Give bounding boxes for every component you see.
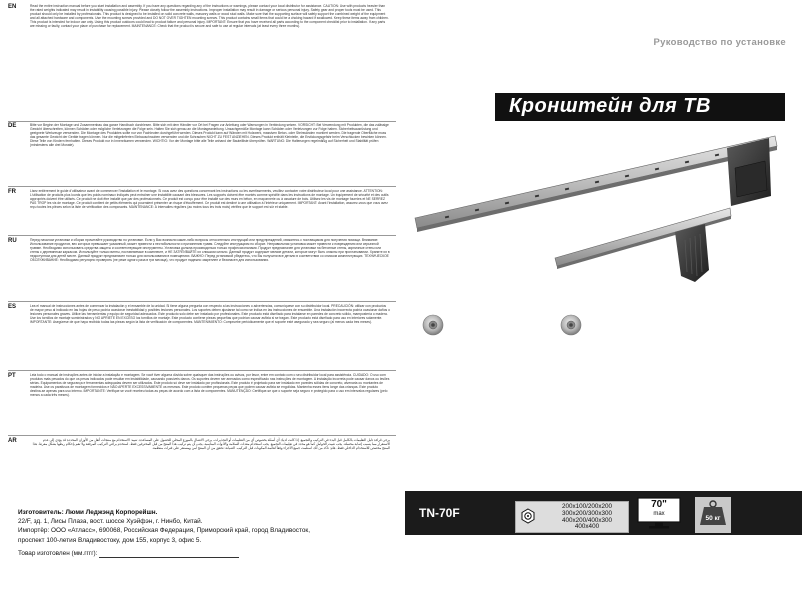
hanging-plate xyxy=(675,224,709,282)
max-screen-size-unit: max xyxy=(653,511,665,517)
vesa-item: 200x100/200x200 xyxy=(561,503,613,510)
lang-code: EN xyxy=(8,4,17,10)
bracket-illustration xyxy=(405,0,802,480)
manufacturer-info xyxy=(18,508,398,558)
lang-code: DE xyxy=(8,123,17,129)
cover-page xyxy=(405,0,802,591)
lang-code: AR xyxy=(8,438,17,444)
manufacture-date xyxy=(18,549,398,558)
lang-text: Lisez entièrement le guide d'utilisateur avant de commencer l'installation et le montage. Si vous avez des questions concernant les instructions ou les avertissements, veuillez contacter votre distributeur local pour une assistance. ATTENTION: L'utilisation de produits plus lourds que les poids nominaux indiqués peut entraîner une instabilité causant des blessures. Les supports doivent être montés comme spécifié dans les instructions de montage. Un équipement de sécurité et des outils appropriés doivent être utilisés. Ce produit ne doit être installé que par des professionnels. Ce produit est conçu pour être installé sur des murs en béton, en maçonnerie ou à ossature de bois. Utilisez les vis de montage fournies et NE SERREZ PAS TROP les vis de montage. Ce produit contient de petits éléments qui pourraient présenter un risque d'étouffement. Ce produit est destiné à une utilisation à l'intérieur uniquement. IMPORTANT: Avant l'installation, assurez-vous que vous avez reçu toutes les pièces selon la liste de vérification des composants. MAINTENANCE: À intervalles réguliers (au moins tous les trois mois) vérifiez que le support est sûr et stable. xyxy=(30,189,389,210)
vesa-item: 400x400 xyxy=(574,523,600,531)
divider xyxy=(8,301,396,302)
importer-address: проспект 100-летия Владивостоку, дом 155, корпус 3, офис 5. xyxy=(18,536,202,544)
lang-text: يرجى قراءة دليل التعليمات بالكامل قبل البدء في التركيب والتجميع. إذا كانت لديك أي أسئلة بخصوص أي من التعليمات أو التحذيرات، يرجى الاتصال بالموزع المحلي للحصول على المساعدة. تنبيه: الاستخدام مع منتجات أثقل من الأوزان المحددة قد يؤدي إلى عدم الاستقرار مما يسبب إصابة محتملة. يجب تثبيت الحوامل كما هو محدد في تعليمات التجميع. يجب استخدام معدات السلامة والأدوات المناسبة. يجب أن يتم تركيب هذا المنتج من قبل المحترفين فقط. استخدم براغي التركيب المرفقة ولا تقم بإحكام ربطها بشكل مفرط. هذا المنتج مخصص للاستخدام الداخلي فقط. هام: تأكد من أنك استلمت جميع الأجزاء وفقاً لقائمة المكونات قبل التركيب. الصيانة: تحقق من أن المنتج آمن ومستقر على فترات منتظمة. xyxy=(32,438,390,451)
lang-text: Leia todo o manual de instruções antes de iniciar a instalação e montagem. Se você tiver alguma dúvida sobre quaisquer das instruções ou avisos, por favor, entre em contato com o seu distribuidor local para assistência. CUIDADO: O uso com produtos mais pesados do que os pesos indicados pode resultar em instabilidade, causando possíveis danos. Os suportes devem ser anexados como especificado nas instruções de montagem. A instalação incorreta pode causar danos ou lesões sérias. Equipamentos de segurança e ferramentas adequadas devem ser utilizados. Este produto só deve ser instalado por profissionais. Este produto é projetado para ser instalado em paredes sólidas de concreto, alvenaria ou montantes de madeira. Use os parafusos de montagem fornecidos e NÃO APERTE EXCESSIVAMENTE os mesmos. Este produto contém pequenas peças que podem causar asfixia se engolidas. Mantenha esses itens longe das crianças. Este produto destina-se apenas para uso interno. IMPORTANTE: Verifique se você recebeu todas as peças de acordo com a lista de componentes. MANUTENÇÃO: Certifique-se que o suporte seja seguro e protegido para o uso em intervalos regulares (pelo menos a cada três meses). xyxy=(30,373,390,398)
model-number: TN-70F xyxy=(419,506,460,520)
lang-code: ES xyxy=(8,304,17,310)
lang-text: Перед началом установки и сборки прочитайте руководство по установке. Если у Вас возникли какие-либо вопросы относительно инструкций или предупреждений, свяжитесь с поставщиком для получения помощи. Внимание: Использование продуктов, вес которых превышает указанный, может привести к нестабильности и причинению травм. Следуйте инструкциям по сборке. Неправильная установка может привести к повреждению или серьезной травме. Необходимо использовать средства защиты и соответствующие инструменты. Установка должна производиться только профессионалами. Продукт предназначен для установки на бетонные стены, кирпичные стены или стены с деревянным каркасом. Используйте только винты, поставляемые в комплекте, и НЕ ЗАТЯГИВАЙТЕ их слишком сильно. Данный продукт содержит мелкие детали, которые могут быть опасны при проглатывании. Храните их в недоступном для детей месте. Данный продукт предназначен только для использования в помещениях. ВАЖНО: Перед установкой убедитесь, что Вы получили все детали в соответствии со списком комплектующих. ТЕХНИЧЕСКОЕ ОБСЛУЖИВАНИЕ: Необходимо регулярно проверять (не реже одного раза в три месяца), что продукт надежно закреплен и безопасен для использования. xyxy=(30,238,390,263)
vesa-icon xyxy=(520,508,536,524)
lang-text: Read the entire instruction manual before you start installation and assembly. If you have any questions regarding any of the instructions or warnings, please contact your local distributor for assistance. CAUTION: Use with products heavier than the rated weights indicated may result in instability causing possible injury. Please closely follow the assembly instructions. Improper installation may result in damage or serious personal injury. Safety gear and proper tools must be used. This product should only be installed by professionals. This product is designed to be installed on solid concrete walls, masonry walls or wood stud walls. Make sure that the supporting surface will safely support the combined weight of the equipment and all attached hardware and components. Use the mounting screws provided and DO NOT OVER TIGHTEN mounting screws. This product contains small items that could be a choking hazard if swallowed. Keep these items away from children. This product is intended for indoor use only. Using this product outdoors could lead to product failure and personal injury. IMPORTANT: Ensure that you have received all parts according to the component checklist prior to installation. If any parts are missing or faulty, contact your place of purchase for replacement. MAINTENANCE: Check that the product is secure and safe to use at regular intervals (at least every three months). xyxy=(30,4,389,29)
lang-text: Bitte vor Beginn der Montage und Zusammenbau das ganze Handbuch durchlesen. Bitte sich mit dem Händler vor Ort bei Fragen zur Anleitung oder Warnungen in Verbindung setzen. VORSICHT: Bei Verwendung mit Produkten, die das zulässige Gewicht überschreiten, können Schäden oder mögliche Verletzungen die Folge sein. Halten Sie sich genau an die Montageanleitung. Unsachgemäße Montage kann Schäden oder Verletzungen zur Folge haben. Sicherheitsausrüstung und geeignete Werkzeuge verwenden. Die Montage des Produktes sollte nur von Fachleuten durchgeführt werden. Dieses Produkt kann auf Wänden mit Holzwerk, massiven Beton- oder Steinwänden montiert werden. Die tragende Oberfläche muss das gesamte Gewicht der Geräte tragen können. Nur die mitgelieferten Einbauschrauben verwenden und die Schrauben NICHT ZU FEST ANZIEHEN. Dieses Produkt enthält Kleinteile, die Erstickungsgefahr beim Verschlucken bewirken können. Diese Teile von Kindern fernhalten. Dieses Produkt nur in Innenräumen verwenden. WICHTIG: Vor der Montage bitte alle Teile anhand der Bauteilliste überprüfen. WARTUNG: Die Halterungen regelmäßig auf Sicherheit und Stabilität prüfen (mindestens alle drei Monate). xyxy=(30,123,389,148)
vesa-spec xyxy=(515,501,629,533)
manufacturer-line: Изготовитель: Люми Леджэнд Корпорейшн. xyxy=(18,509,158,516)
max-weight-spec xyxy=(695,497,731,533)
manufacturer-address: 22/F, зд. 1, Лисы Плаза, вост. шоссе Хуэйфэн, г. Нинбо, Китай. xyxy=(18,518,203,526)
lang-code: FR xyxy=(8,189,16,195)
importer-line: Импортёр: ООО «Атласс», 690068, Российская Федерация, Приморский край, город Владивосток, xyxy=(18,527,310,535)
max-weight-value: 50 кг xyxy=(705,515,721,522)
max-screen-size: 70" xyxy=(651,499,667,510)
manufacture-date-blank xyxy=(99,549,239,558)
divider xyxy=(8,121,396,122)
cover-subtitle: Руководство по установке xyxy=(653,37,786,48)
divider xyxy=(8,235,396,236)
lang-code: RU xyxy=(8,238,17,244)
vesa-item: 300x200/300x300 xyxy=(561,509,613,517)
divider xyxy=(8,435,396,436)
screen-size-spec xyxy=(637,497,681,531)
cover-title: Кронштейн для ТВ xyxy=(509,95,711,117)
wall-plate xyxy=(727,138,771,206)
lang-code: PT xyxy=(8,373,16,379)
divider xyxy=(8,370,396,371)
lang-text: Lea el manual de instrucciones antes de comenzar la instalación y el ensamble de la unidad. Si tiene alguna pregunta con respecto a las instrucciones o advertencias, comuníquese con su distribuidor local. PRECAUCIÓN: utilizar con productos de mayor peso al indicado en las hojas de peso podría ocasionar inestabilidad y posibles lesiones personales. Los soportes deben ajustarse tal como se indica en las instrucciones de ensamble. Una instalación incorrecta podría ocasionar daños o lesiones personales graves. Utilice las herramientas y equipo de seguridad adecuados. Este producto solo debe ser instalado por profesionales. Este producto está diseñado para instalarse en paredes de concreto sólido, mampostería o madera. Use los tornillos de montaje suministrados y NO APRIETE EN EXCESO los tornillos de montaje. Este producto contiene piezas pequeñas que podrían causar asfixia si se tragan. Este producto está diseñado para uso en interiores solamente. IMPORTANTE: Asegúrese de que haya recibido todas las piezas según la lista de verificación de componentes. MANTENIMIENTO: Compruebe periódicamente que el soporte esté asegurado y sea seguro (al menos cada tres meses). xyxy=(30,304,390,325)
spacer-washers xyxy=(423,315,581,335)
manufacture-date-label: Товар изготовлен (мм.гггг): xyxy=(18,549,98,557)
vesa-list xyxy=(548,504,626,531)
divider xyxy=(8,186,396,187)
vesa-item: 400x200/400x300 xyxy=(561,516,613,524)
